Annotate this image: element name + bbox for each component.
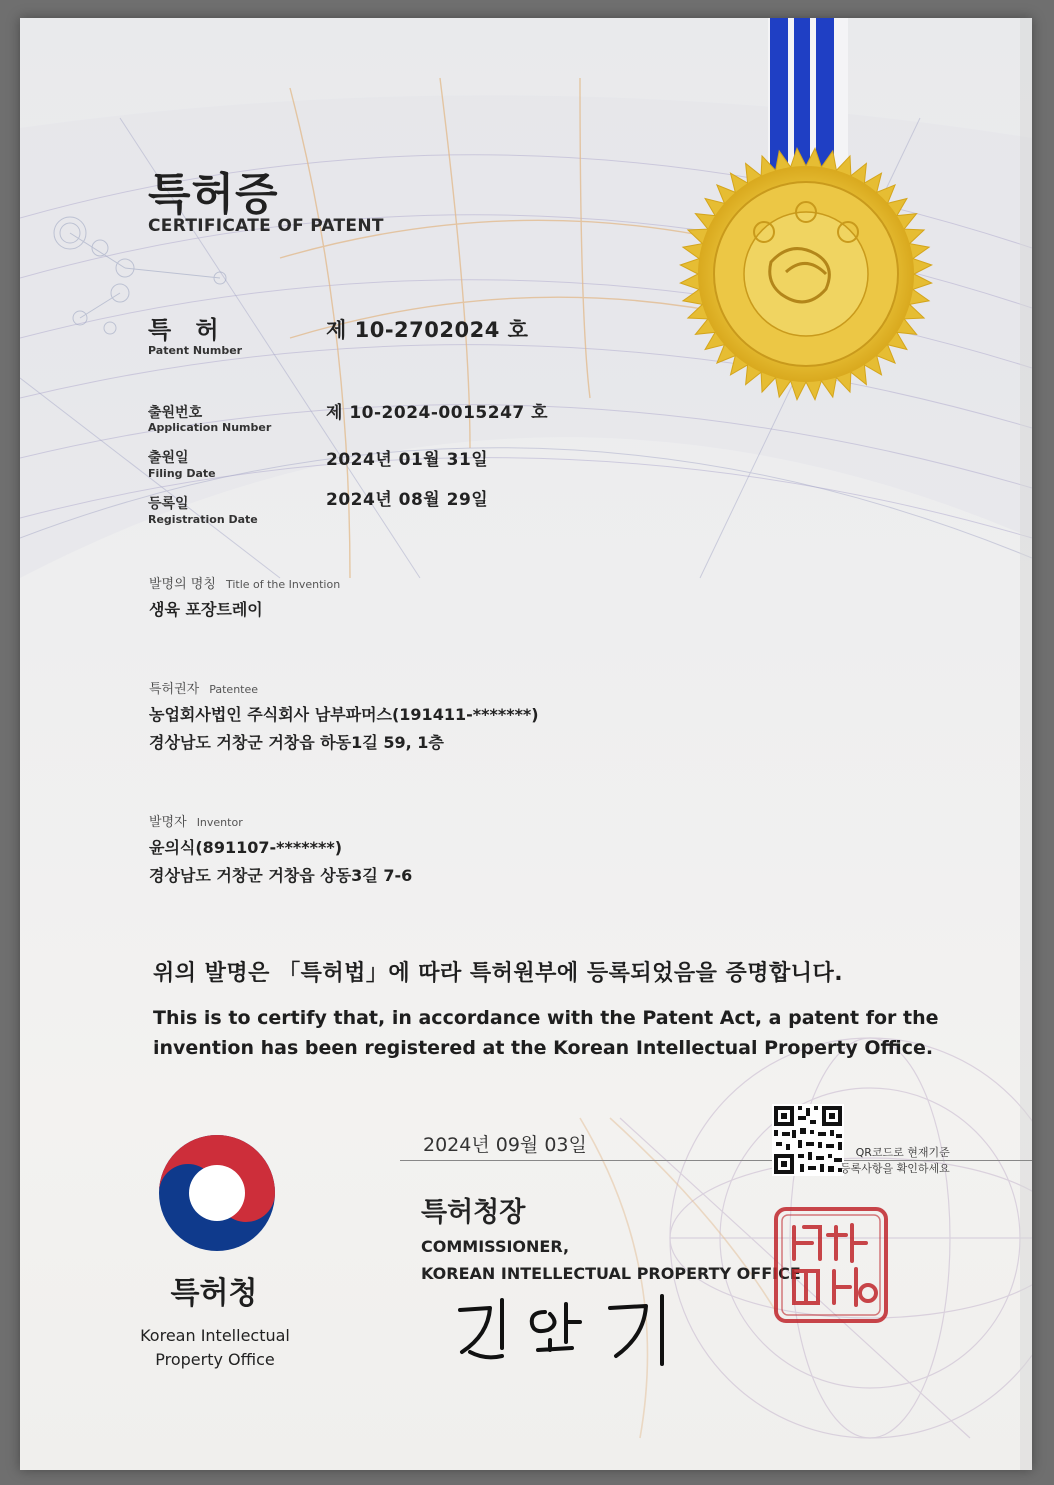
qr-caption bbox=[840, 1145, 950, 1177]
qr-caption-line1: QR코드로 현재기준 bbox=[855, 1146, 950, 1159]
gold-seal bbox=[676, 144, 936, 404]
registration-date-label-en: Registration Date bbox=[148, 513, 258, 526]
patent-number-label-en: Patent Number bbox=[148, 344, 243, 357]
commissioner-title-ko: 특허청장 bbox=[421, 1197, 526, 1228]
patentee-address: 경상남도 거창군 거창읍 하동1길 59, 1층 bbox=[149, 733, 444, 752]
inventor-name: 윤의식(891107-*******) bbox=[149, 838, 343, 857]
inventor-section bbox=[149, 811, 412, 890]
invention-label: 발명의 명칭 bbox=[149, 577, 216, 592]
certification-statement-en: This is to certify that, in accordance with the Patent Act, a patent for the invention has been registered at the Korean Intellectual Property Office. bbox=[153, 1007, 939, 1059]
commissioner-title-en-line1: COMMISSIONER, bbox=[421, 1237, 570, 1256]
patentee-section bbox=[149, 678, 539, 757]
commissioner-title-en-line2: KOREAN INTELLECTUAL PROPERTY OFFICE bbox=[421, 1264, 801, 1283]
qr-caption-line2: 등록사항을 확인하세요 bbox=[840, 1162, 950, 1175]
inventor-label-en: Inventor bbox=[196, 816, 243, 829]
application-number-label: 출원번호 bbox=[148, 405, 203, 421]
registration-date-label: 등록일 bbox=[148, 496, 189, 512]
inventor-address: 경상남도 거창군 거창읍 상동3길 7-6 bbox=[149, 866, 413, 885]
application-number-label-en: Application Number bbox=[148, 421, 272, 434]
patentee-label-en: Patentee bbox=[209, 683, 259, 696]
office-name-ko: 특허청 bbox=[170, 1276, 258, 1311]
application-number-value: 제 10-2024-0015247 호 bbox=[326, 403, 549, 423]
kipo-logo-icon bbox=[156, 1132, 278, 1254]
patent-number-value: 제 10-2702024 호 bbox=[326, 318, 529, 342]
office-name-en-line1: Korean Intellectual bbox=[140, 1326, 290, 1345]
issue-date: 2024년 09월 03일 bbox=[423, 1134, 587, 1156]
invention-section bbox=[149, 573, 340, 624]
document-title: 특허증 bbox=[148, 169, 279, 220]
office-name-en-line2: Property Office bbox=[155, 1350, 275, 1369]
invention-label-en: Title of the Invention bbox=[225, 578, 341, 591]
patent-number-label: 특 허 bbox=[148, 316, 227, 344]
document-subtitle: CERTIFICATE OF PATENT bbox=[148, 216, 384, 236]
official-stamp bbox=[772, 1205, 890, 1325]
certification-statement-ko: 위의 발명은 「특허법」에 따라 특허원부에 등록되었음을 증명합니다. bbox=[153, 961, 844, 986]
qr-code-icon[interactable] bbox=[772, 1104, 844, 1176]
patentee-name: 농업회사법인 주식회사 남부파머스(191411-*******) bbox=[149, 705, 539, 724]
certificate-page bbox=[20, 18, 1032, 1470]
office-name-en bbox=[120, 1324, 310, 1372]
invention-title: 생육 포장트레이 bbox=[149, 600, 263, 619]
commissioner-signature bbox=[450, 1290, 680, 1370]
filing-date-label-en: Filing Date bbox=[148, 467, 216, 480]
commissioner-title-en bbox=[421, 1233, 801, 1287]
filing-date-label: 출원일 bbox=[148, 450, 189, 466]
patentee-label: 특허권자 bbox=[149, 682, 200, 697]
filing-date-value: 2024년 01월 31일 bbox=[326, 450, 489, 470]
registration-date-value: 2024년 08월 29일 bbox=[326, 490, 489, 510]
inventor-label: 발명자 bbox=[149, 815, 187, 830]
